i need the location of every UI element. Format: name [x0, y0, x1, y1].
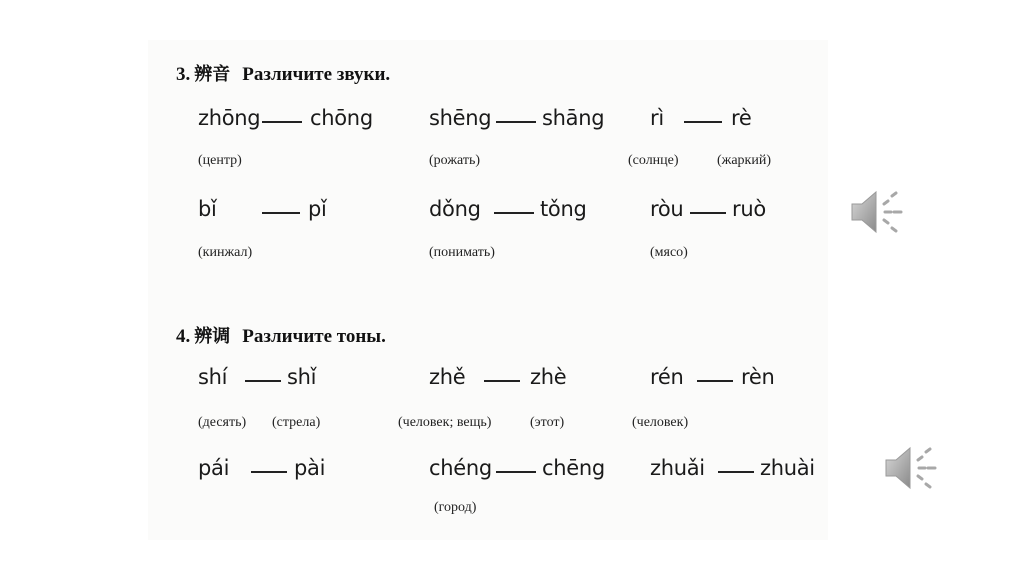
translation-gloss: (жаркий)	[717, 153, 771, 168]
pinyin-word: rè	[731, 106, 752, 130]
section-3-heading	[176, 60, 390, 86]
dash	[496, 121, 536, 123]
dash	[484, 380, 520, 382]
section-4-number: 4.	[176, 326, 191, 347]
translation-gloss: (центр)	[198, 153, 242, 168]
pinyin-word: zhè	[530, 365, 567, 389]
dash	[697, 380, 733, 382]
pinyin-word: shēng	[429, 106, 492, 130]
translation-gloss: (город)	[434, 500, 477, 515]
pinyin-word: chēng	[542, 456, 605, 480]
translation-gloss: (десять)	[198, 415, 247, 430]
pinyin-word: tǒng	[540, 197, 587, 221]
section-4-title: Различите тоны.	[242, 326, 386, 347]
dash	[718, 471, 754, 473]
pinyin-word: pài	[294, 456, 326, 480]
pinyin-word: zhě	[429, 365, 466, 389]
pinyin-word: dǒng	[429, 197, 481, 221]
pinyin-word: rén	[650, 365, 684, 389]
pinyin-word: rèn	[741, 365, 775, 389]
pinyin-word: bǐ	[198, 197, 217, 221]
section-3-title: Различите звуки.	[242, 64, 391, 85]
pinyin-word: zhōng	[198, 106, 261, 130]
speaker-icon[interactable]	[880, 440, 940, 496]
translation-gloss: (стрела)	[272, 415, 321, 430]
translation-gloss: (человек; вещь)	[398, 415, 492, 430]
pinyin-word: rì	[650, 106, 664, 130]
translation-gloss: (кинжал)	[198, 245, 253, 260]
translation-gloss: (солнце)	[628, 153, 679, 168]
dash	[690, 212, 726, 214]
pinyin-word: ruò	[732, 197, 766, 221]
pinyin-word: shǐ	[287, 365, 317, 389]
pinyin-word: zhuǎi	[650, 456, 705, 480]
section-3-chinese: 辨音	[194, 64, 231, 85]
speaker-icon[interactable]	[846, 184, 906, 240]
translation-gloss: (этот)	[530, 415, 565, 430]
dash	[684, 121, 722, 123]
dash	[494, 212, 534, 214]
translation-gloss: (понимать)	[429, 245, 495, 260]
dash	[262, 121, 302, 123]
pinyin-word: chéng	[429, 456, 492, 480]
section-4-chinese: 辨调	[194, 326, 231, 347]
translation-gloss: (рожать)	[429, 153, 481, 168]
pinyin-word: shāng	[542, 106, 605, 130]
dash	[262, 212, 300, 214]
dash	[245, 380, 281, 382]
pinyin-word: zhuài	[760, 456, 815, 480]
dash	[496, 471, 536, 473]
section-3-number: 3.	[176, 64, 191, 85]
pinyin-word: pǐ	[308, 197, 327, 221]
pinyin-word: shí	[198, 365, 228, 389]
dash	[251, 471, 287, 473]
translation-gloss: (мясо)	[650, 245, 688, 260]
pinyin-word: chōng	[310, 106, 373, 130]
pinyin-word: ròu	[650, 197, 684, 221]
section-4-heading	[176, 322, 386, 348]
pinyin-word: pái	[198, 456, 230, 480]
translation-gloss: (человек)	[632, 415, 689, 430]
